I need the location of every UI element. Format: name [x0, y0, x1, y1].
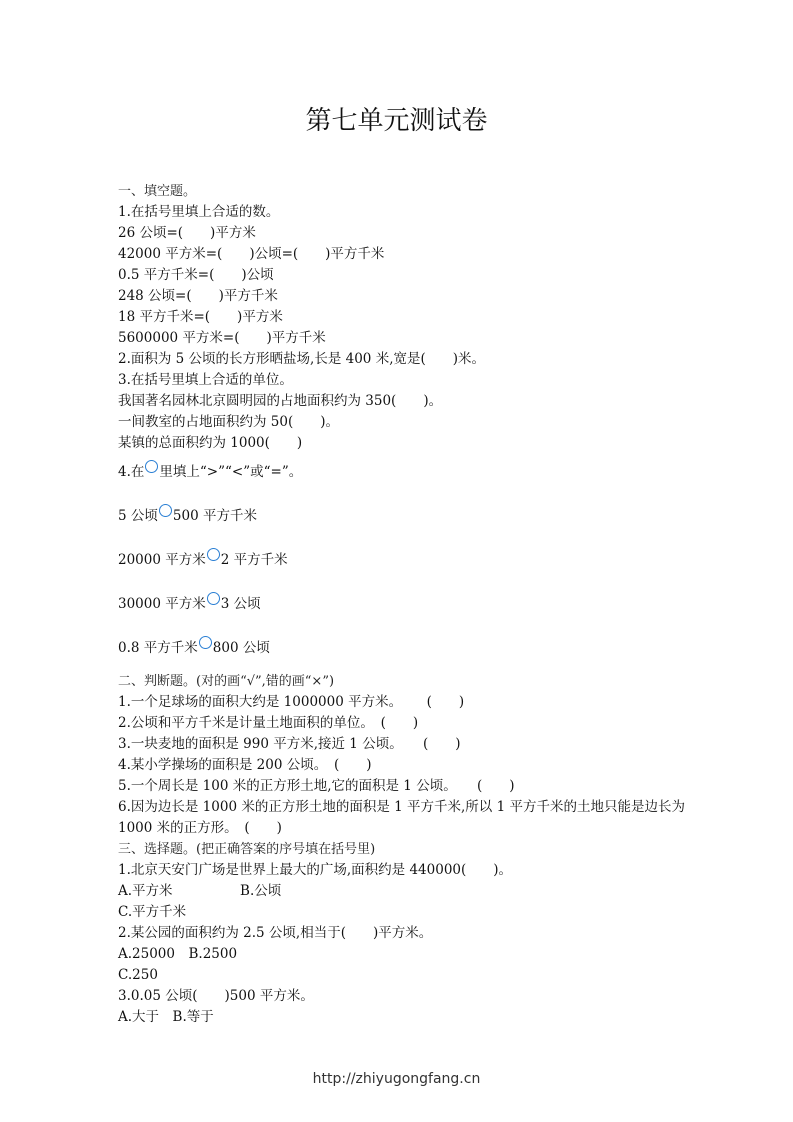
q1-item: 42000 平方米=( )公顷=( )平方千米 [118, 246, 385, 262]
judge-item: 3.一块麦地的面积是 990 平方米,接近 1 公顷。 ( ) [118, 736, 461, 752]
judge-item: 4.某小学操场的面积是 200 公顷。 ( ) [118, 757, 372, 773]
judge-item: 1.一个足球场的面积大约是 1000000 平方米。 ( ) [118, 694, 465, 710]
q3-item: 我国著名园林北京圆明园的占地面积约为 350( )。 [118, 393, 443, 409]
answer-circle-icon[interactable] [159, 504, 172, 517]
compare-right: 800 公顷 [212, 640, 270, 656]
judge-item: 2.公顷和平方千米是计量土地面积的单位。 ( ) [118, 715, 419, 731]
compare-left: 30000 平方米 [118, 596, 206, 612]
compare-item [118, 636, 688, 659]
q4-suffix: 里填上“>”“<”或“=”。 [159, 464, 303, 480]
q3-item: 一间教室的占地面积约为 50( )。 [118, 414, 340, 430]
q3-text: 3.在括号里填上合适的单位。 [118, 372, 293, 388]
answer-circle-icon[interactable] [199, 636, 212, 649]
footer-url[interactable]: http://zhiyugongfang.cn [312, 1071, 481, 1087]
worksheet-body [118, 181, 688, 1028]
compare-item [118, 548, 688, 571]
compare-left: 5 公顷 [118, 508, 158, 524]
choice-options: A.平方米 B.公顷 [118, 883, 282, 899]
page-title: 第七单元测试卷 [305, 106, 488, 136]
q2-text: 2.面积为 5 公顷的长方形晒盐场,长是 400 米,宽是( )米。 [118, 351, 486, 367]
judge-item: 6.因为边长是 1000 米的正方形土地的面积是 1 平方千米,所以 1 平方千米的土地只能是边长为 1000 米的正方形。 ( ) [118, 799, 685, 836]
q4-prefix: 4.在 [118, 464, 145, 480]
section1-heading: 一、填空题。 [118, 184, 197, 199]
compare-item [118, 592, 688, 615]
q4-text [118, 460, 688, 483]
compare-item [118, 504, 688, 527]
q1-item: 26 公顷=( )平方米 [118, 225, 256, 241]
circle-icon [145, 460, 158, 473]
choice-options: A.大于 B.等于 [118, 1009, 214, 1025]
choice-options: C.250 [118, 967, 158, 983]
section3-heading: 三、选择题。(把正确答案的序号填在括号里) [118, 842, 376, 857]
answer-circle-icon[interactable] [207, 548, 220, 561]
choice-options: A.25000 B.2500 [118, 946, 238, 962]
section2-heading: 二、判断题。(对的画“√”,错的画“×”) [118, 674, 335, 689]
q3-item: 某镇的总面积约为 1000( ) [118, 435, 303, 451]
choice-question: 2.某公园的面积约为 2.5 公顷,相当于( )平方米。 [118, 925, 433, 941]
q1-text: 1.在括号里填上合适的数。 [118, 204, 280, 220]
compare-right: 3 公顷 [220, 596, 261, 612]
choice-options: C.平方千米 [118, 904, 187, 920]
compare-right: 500 平方千米 [172, 508, 257, 524]
judge-item: 5.一个周长是 100 米的正方形土地,它的面积是 1 公顷。 ( ) [118, 778, 515, 794]
choice-question: 1.北京天安门广场是世界上最大的广场,面积约是 440000( )。 [118, 862, 513, 878]
q1-item: 5600000 平方米=( )平方千米 [118, 330, 326, 346]
compare-left: 20000 平方米 [118, 552, 206, 568]
choice-question: 3.0.05 公顷( )500 平方米。 [118, 988, 314, 1004]
answer-circle-icon[interactable] [207, 592, 220, 605]
q1-item: 0.5 平方千米=( )公顷 [118, 267, 274, 283]
compare-right: 2 平方千米 [220, 552, 288, 568]
q1-item: 18 平方千米=( )平方米 [118, 309, 283, 325]
compare-left: 0.8 平方千米 [118, 640, 198, 656]
q1-item: 248 公顷=( )平方千米 [118, 288, 278, 304]
